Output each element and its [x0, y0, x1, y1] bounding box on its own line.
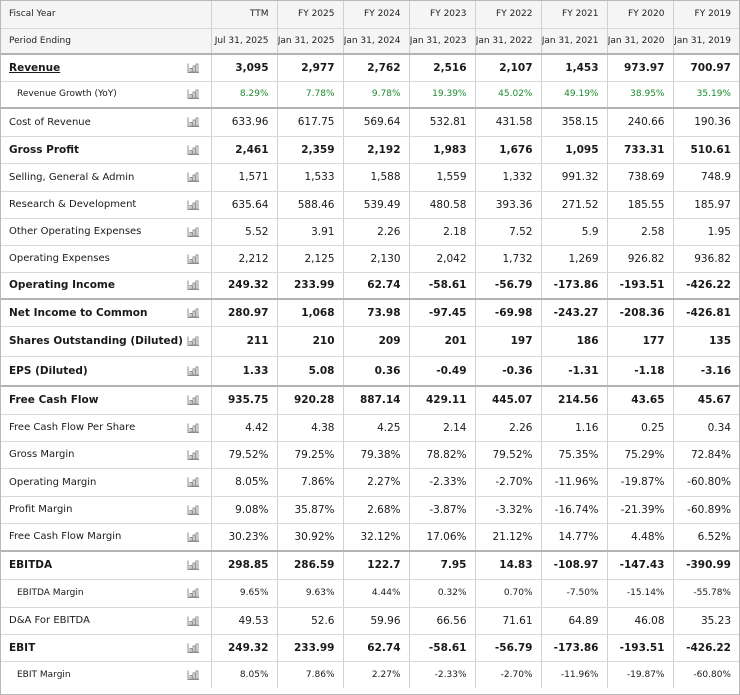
table-cell: 135 [673, 326, 739, 356]
column-year: FY 2021 [541, 1, 607, 28]
bar-chart-icon[interactable] [187, 615, 200, 626]
table-cell: -426.22 [673, 272, 739, 299]
column-year: FY 2022 [475, 1, 541, 28]
row-label: EBIT Margin [17, 669, 71, 680]
row-label: Shares Outstanding (Diluted) [9, 335, 183, 347]
table-cell: 249.32 [211, 272, 277, 299]
row-label: Cost of Revenue [9, 116, 91, 128]
table-cell: 59.96 [343, 607, 409, 634]
table-row-operating-income[interactable] [1, 272, 739, 299]
table-cell: 233.99 [277, 634, 343, 661]
table-cell: 32.12% [343, 523, 409, 551]
row-label-cell [1, 326, 211, 356]
table-cell: 240.66 [607, 108, 673, 136]
table-cell: 286.59 [277, 551, 343, 579]
row-label-cell [1, 356, 211, 386]
row-label-cell [1, 245, 211, 272]
table-cell: 1,676 [475, 136, 541, 163]
table-cell: 926.82 [607, 245, 673, 272]
table-cell: 45.02% [475, 81, 541, 108]
table-row-d-a-for-ebitda[interactable] [1, 607, 739, 634]
table-cell: 2,125 [277, 245, 343, 272]
column-year: FY 2024 [343, 1, 409, 28]
table-cell: 280.97 [211, 299, 277, 326]
column-year: FY 2025 [277, 1, 343, 28]
row-label: EBITDA Margin [17, 588, 84, 598]
table-cell: 738.69 [607, 163, 673, 191]
table-cell: 185.97 [673, 191, 739, 218]
table-cell: -19.87% [607, 661, 673, 688]
table-cell: 1,095 [541, 136, 607, 163]
table-cell: 1,983 [409, 136, 475, 163]
table-cell: -108.97 [541, 551, 607, 579]
table-cell: 887.14 [343, 386, 409, 414]
table-row-gross-profit[interactable] [1, 136, 739, 163]
table-cell: -56.79 [475, 272, 541, 299]
table-cell: 43.65 [607, 386, 673, 414]
table-cell: 79.38% [343, 441, 409, 468]
bar-chart-icon[interactable] [187, 307, 200, 318]
row-label-cell [1, 523, 211, 551]
row-label-cell [1, 468, 211, 496]
table-cell: 35.23 [673, 607, 739, 634]
table-cell: 14.83 [475, 551, 541, 579]
table-cell: 635.64 [211, 191, 277, 218]
table-cell: 1,559 [409, 163, 475, 191]
table-cell: 52.6 [277, 607, 343, 634]
row-label-cell [1, 579, 211, 607]
column-year: TTM [211, 1, 277, 28]
column-date: Jul 31, 2025 [211, 28, 277, 54]
row-label-cell [1, 108, 211, 136]
table-cell: 2,359 [277, 136, 343, 163]
table-cell: -3.87% [409, 496, 475, 523]
table-cell: 3,095 [211, 54, 277, 81]
table-cell: 4.44% [343, 579, 409, 607]
table-cell: 0.34 [673, 414, 739, 441]
table-row-ebitda-margin[interactable] [1, 579, 739, 607]
row-label: EBITDA [9, 559, 53, 572]
table-row-ebitda[interactable] [1, 551, 739, 579]
table-cell: 9.78% [343, 81, 409, 108]
bar-chart-icon[interactable] [187, 669, 200, 680]
table-cell: -147.43 [607, 551, 673, 579]
table-cell: -0.49 [409, 356, 475, 386]
bar-chart-icon[interactable] [187, 89, 200, 100]
table-cell: 2,107 [475, 54, 541, 81]
row-label: Net Income to Common [9, 306, 148, 319]
table-cell: 431.58 [475, 108, 541, 136]
table-cell: 510.61 [673, 136, 739, 163]
table-cell: 532.81 [409, 108, 475, 136]
row-label: Free Cash Flow [9, 394, 99, 407]
table-cell: 30.92% [277, 523, 343, 551]
table-cell: 1,453 [541, 54, 607, 81]
row-label-cell [1, 386, 211, 414]
table-cell: 122.7 [343, 551, 409, 579]
table-cell: 62.74 [343, 272, 409, 299]
table-cell: 35.19% [673, 81, 739, 108]
table-cell: 973.97 [607, 54, 673, 81]
bar-chart-icon[interactable] [187, 365, 200, 376]
table-cell: 8.29% [211, 81, 277, 108]
row-label-cell [1, 136, 211, 163]
table-row-revenue[interactable] [1, 54, 739, 81]
income-statement-table [1, 1, 739, 688]
table-cell: 936.82 [673, 245, 739, 272]
row-label: D&A For EBITDA [9, 615, 90, 626]
table-cell: 733.31 [607, 136, 673, 163]
table-cell: 2.58 [607, 218, 673, 245]
row-label: Gross Margin [9, 449, 75, 460]
table-cell: -243.27 [541, 299, 607, 326]
row-label: Operating Expenses [9, 253, 110, 264]
table-cell: 64.89 [541, 607, 607, 634]
table-row-other-operating-expenses[interactable] [1, 218, 739, 245]
table-cell: 5.9 [541, 218, 607, 245]
table-cell: 6.52% [673, 523, 739, 551]
table-cell: -56.79 [475, 634, 541, 661]
table-cell: 35.87% [277, 496, 343, 523]
table-cell: 1,068 [277, 299, 343, 326]
table-cell: -2.33% [409, 468, 475, 496]
table-cell: 71.61 [475, 607, 541, 634]
table-cell: -3.32% [475, 496, 541, 523]
table-cell: 2.27% [343, 661, 409, 688]
table-cell: 539.49 [343, 191, 409, 218]
table-cell: 4.38 [277, 414, 343, 441]
table-cell: -60.80% [673, 468, 739, 496]
table-cell: 210 [277, 326, 343, 356]
table-cell: 72.84% [673, 441, 739, 468]
row-label: EBIT [9, 641, 36, 654]
row-label-cell [1, 54, 211, 81]
bar-chart-icon[interactable] [187, 560, 200, 571]
column-date: Jan 31, 2022 [475, 28, 541, 54]
table-cell: 2,977 [277, 54, 343, 81]
table-cell: 935.75 [211, 386, 277, 414]
table-row-gross-margin[interactable] [1, 441, 739, 468]
row-label: Operating Margin [9, 476, 97, 488]
column-date: Jan 31, 2019 [673, 28, 739, 54]
table-row-operating-expenses[interactable] [1, 245, 739, 272]
row-label: Research & Development [9, 199, 137, 210]
table-cell: 0.32% [409, 579, 475, 607]
table-cell: -55.78% [673, 579, 739, 607]
table-cell: 358.15 [541, 108, 607, 136]
table-cell: -0.36 [475, 356, 541, 386]
table-cell: 7.78% [277, 81, 343, 108]
table-cell: 920.28 [277, 386, 343, 414]
table-cell: -16.74% [541, 496, 607, 523]
row-label: Free Cash Flow Per Share [9, 422, 136, 433]
table-cell: -390.99 [673, 551, 739, 579]
table-cell: -2.33% [409, 661, 475, 688]
table-cell: 214.56 [541, 386, 607, 414]
table-cell: -11.96% [541, 468, 607, 496]
table-row-net-income-to-common[interactable] [1, 299, 739, 326]
table-cell: 75.29% [607, 441, 673, 468]
column-year: FY 2019 [673, 1, 739, 28]
table-cell: 78.82% [409, 441, 475, 468]
table-cell: -21.39% [607, 496, 673, 523]
row-label: Gross Profit [9, 143, 80, 156]
table-cell: 73.98 [343, 299, 409, 326]
table-row-revenue-growth-yoy[interactable] [1, 81, 739, 108]
table-row-eps-diluted[interactable] [1, 356, 739, 386]
table-cell: -19.87% [607, 468, 673, 496]
table-row-free-cash-flow-per-share[interactable] [1, 414, 739, 441]
table-cell: 2,042 [409, 245, 475, 272]
table-cell: 9.08% [211, 496, 277, 523]
table-cell: -58.61 [409, 634, 475, 661]
table-cell: -426.81 [673, 299, 739, 326]
table-cell: 21.12% [475, 523, 541, 551]
header-row-fiscal-year [1, 1, 739, 28]
table-row-operating-margin[interactable] [1, 468, 739, 496]
table-cell: 14.77% [541, 523, 607, 551]
table-cell: 79.52% [475, 441, 541, 468]
table-cell: -58.61 [409, 272, 475, 299]
table-cell: 209 [343, 326, 409, 356]
table-cell: 633.96 [211, 108, 277, 136]
table-row-free-cash-flow-margin[interactable] [1, 523, 739, 551]
table-cell: 2.27% [343, 468, 409, 496]
table-cell: 588.46 [277, 191, 343, 218]
table-cell: 79.25% [277, 441, 343, 468]
row-label-cell [1, 496, 211, 523]
bar-chart-icon[interactable] [187, 531, 200, 542]
bar-chart-icon[interactable] [187, 477, 200, 488]
column-date: Jan 31, 2021 [541, 28, 607, 54]
table-cell: 2.68% [343, 496, 409, 523]
table-cell: 700.97 [673, 54, 739, 81]
table-row-cost-of-revenue[interactable] [1, 108, 739, 136]
table-cell: 186 [541, 326, 607, 356]
table-cell: 2.26 [475, 414, 541, 441]
table-cell: 8.05% [211, 661, 277, 688]
table-cell: 38.95% [607, 81, 673, 108]
table-cell: -2.70% [475, 661, 541, 688]
table-cell: 1,571 [211, 163, 277, 191]
row-label-cell [1, 441, 211, 468]
table-row-profit-margin[interactable] [1, 496, 739, 523]
table-cell: -193.51 [607, 634, 673, 661]
table-cell: 75.35% [541, 441, 607, 468]
table-cell: 201 [409, 326, 475, 356]
table-cell: 748.9 [673, 163, 739, 191]
table-cell: 393.36 [475, 191, 541, 218]
table-cell: -11.96% [541, 661, 607, 688]
table-cell: 569.64 [343, 108, 409, 136]
table-cell: 991.32 [541, 163, 607, 191]
column-year: FY 2020 [607, 1, 673, 28]
row-label: EPS (Diluted) [9, 364, 88, 377]
table-cell: 7.52 [475, 218, 541, 245]
bar-chart-icon[interactable] [187, 642, 200, 653]
fiscal-year-label: Fiscal Year [1, 1, 211, 28]
table-cell: -208.36 [607, 299, 673, 326]
table-cell: 8.05% [211, 468, 277, 496]
table-cell: -97.45 [409, 299, 475, 326]
table-cell: 66.56 [409, 607, 475, 634]
table-cell: 46.08 [607, 607, 673, 634]
bar-chart-icon[interactable] [187, 336, 200, 347]
row-label-cell [1, 299, 211, 326]
table-cell: 9.63% [277, 579, 343, 607]
table-cell: -60.80% [673, 661, 739, 688]
row-label-cell [1, 191, 211, 218]
table-row-research-development[interactable] [1, 191, 739, 218]
table-cell: 2,212 [211, 245, 277, 272]
table-cell: 7.86% [277, 661, 343, 688]
column-year: FY 2023 [409, 1, 475, 28]
row-label: Operating Income [9, 279, 115, 292]
bar-chart-icon[interactable] [187, 199, 200, 210]
table-cell: 2.18 [409, 218, 475, 245]
row-label: Other Operating Expenses [9, 226, 142, 237]
table-cell: 2,516 [409, 54, 475, 81]
table-cell: 617.75 [277, 108, 343, 136]
bar-chart-icon[interactable] [187, 144, 200, 155]
column-date: Jan 31, 2025 [277, 28, 343, 54]
row-label-cell [1, 163, 211, 191]
bar-chart-icon[interactable] [187, 449, 200, 460]
table-cell: 4.48% [607, 523, 673, 551]
table-cell: 2.14 [409, 414, 475, 441]
period-ending-label: Period Ending [1, 28, 211, 54]
table-cell: 480.58 [409, 191, 475, 218]
bar-chart-icon[interactable] [187, 172, 200, 183]
table-cell: -173.86 [541, 272, 607, 299]
row-label-cell [1, 414, 211, 441]
table-cell: 5.08 [277, 356, 343, 386]
table-cell: 4.42 [211, 414, 277, 441]
row-label-cell [1, 661, 211, 688]
table-cell: 62.74 [343, 634, 409, 661]
table-cell: 79.52% [211, 441, 277, 468]
row-label-cell [1, 218, 211, 245]
table-cell: 19.39% [409, 81, 475, 108]
table-cell: -2.70% [475, 468, 541, 496]
bar-chart-icon[interactable] [187, 588, 200, 599]
table-row-free-cash-flow[interactable] [1, 386, 739, 414]
row-label[interactable]: Revenue [9, 61, 61, 74]
table-cell: 197 [475, 326, 541, 356]
bar-chart-icon[interactable] [187, 253, 200, 264]
table-cell: 3.91 [277, 218, 343, 245]
table-cell: -60.89% [673, 496, 739, 523]
table-cell: 2,130 [343, 245, 409, 272]
row-label-cell [1, 634, 211, 661]
table-cell: 429.11 [409, 386, 475, 414]
table-cell: 1.95 [673, 218, 739, 245]
table-cell: -1.31 [541, 356, 607, 386]
table-cell: 45.67 [673, 386, 739, 414]
row-label: Free Cash Flow Margin [9, 531, 122, 543]
table-row-shares-outstanding-diluted[interactable] [1, 326, 739, 356]
table-cell: 233.99 [277, 272, 343, 299]
table-cell: 177 [607, 326, 673, 356]
table-cell: 298.85 [211, 551, 277, 579]
table-row-ebit[interactable] [1, 634, 739, 661]
table-cell: 7.86% [277, 468, 343, 496]
header-row-period-ending [1, 28, 739, 54]
row-label: Revenue Growth (YoY) [17, 89, 117, 100]
table-cell: 2,461 [211, 136, 277, 163]
table-cell: 1,732 [475, 245, 541, 272]
table-cell: -69.98 [475, 299, 541, 326]
bar-chart-icon[interactable] [187, 422, 200, 433]
bar-chart-icon[interactable] [187, 280, 200, 291]
row-label-cell [1, 551, 211, 579]
bar-chart-icon[interactable] [187, 62, 200, 73]
table-row-ebit-margin[interactable] [1, 661, 739, 688]
table-cell: 9.65% [211, 579, 277, 607]
row-label-cell [1, 81, 211, 108]
table-cell: 1.33 [211, 356, 277, 386]
table-cell: 1.16 [541, 414, 607, 441]
table-cell: -1.18 [607, 356, 673, 386]
table-cell: 271.52 [541, 191, 607, 218]
bar-chart-icon[interactable] [187, 395, 200, 406]
table-cell: 5.52 [211, 218, 277, 245]
table-cell: 190.36 [673, 108, 739, 136]
table-cell: 249.32 [211, 634, 277, 661]
table-cell: -15.14% [607, 579, 673, 607]
row-label-cell [1, 607, 211, 634]
table-cell: -3.16 [673, 356, 739, 386]
table-cell: 49.53 [211, 607, 277, 634]
table-cell: 2.26 [343, 218, 409, 245]
table-cell: 1,588 [343, 163, 409, 191]
bar-chart-icon[interactable] [187, 504, 200, 515]
table-cell: 17.06% [409, 523, 475, 551]
table-cell: -173.86 [541, 634, 607, 661]
column-date: Jan 31, 2023 [409, 28, 475, 54]
table-cell: 2,762 [343, 54, 409, 81]
row-label: Profit Margin [9, 504, 73, 515]
table-cell: 1,533 [277, 163, 343, 191]
table-cell: 0.25 [607, 414, 673, 441]
row-label: Selling, General & Admin [9, 171, 135, 183]
table-cell: 7.95 [409, 551, 475, 579]
table-cell: 211 [211, 326, 277, 356]
table-cell: 49.19% [541, 81, 607, 108]
table-cell: 0.36 [343, 356, 409, 386]
column-date: Jan 31, 2024 [343, 28, 409, 54]
table-cell: -7.50% [541, 579, 607, 607]
table-cell: 2,192 [343, 136, 409, 163]
bar-chart-icon[interactable] [187, 117, 200, 128]
table-cell: 1,269 [541, 245, 607, 272]
table-row-selling-general-admin[interactable] [1, 163, 739, 191]
column-date: Jan 31, 2020 [607, 28, 673, 54]
table-cell: 0.70% [475, 579, 541, 607]
table-cell: 185.55 [607, 191, 673, 218]
row-label-cell [1, 272, 211, 299]
table-cell: 445.07 [475, 386, 541, 414]
table-cell: 30.23% [211, 523, 277, 551]
table-cell: -426.22 [673, 634, 739, 661]
bar-chart-icon[interactable] [187, 226, 200, 237]
table-cell: 1,332 [475, 163, 541, 191]
table-cell: -193.51 [607, 272, 673, 299]
table-cell: 4.25 [343, 414, 409, 441]
